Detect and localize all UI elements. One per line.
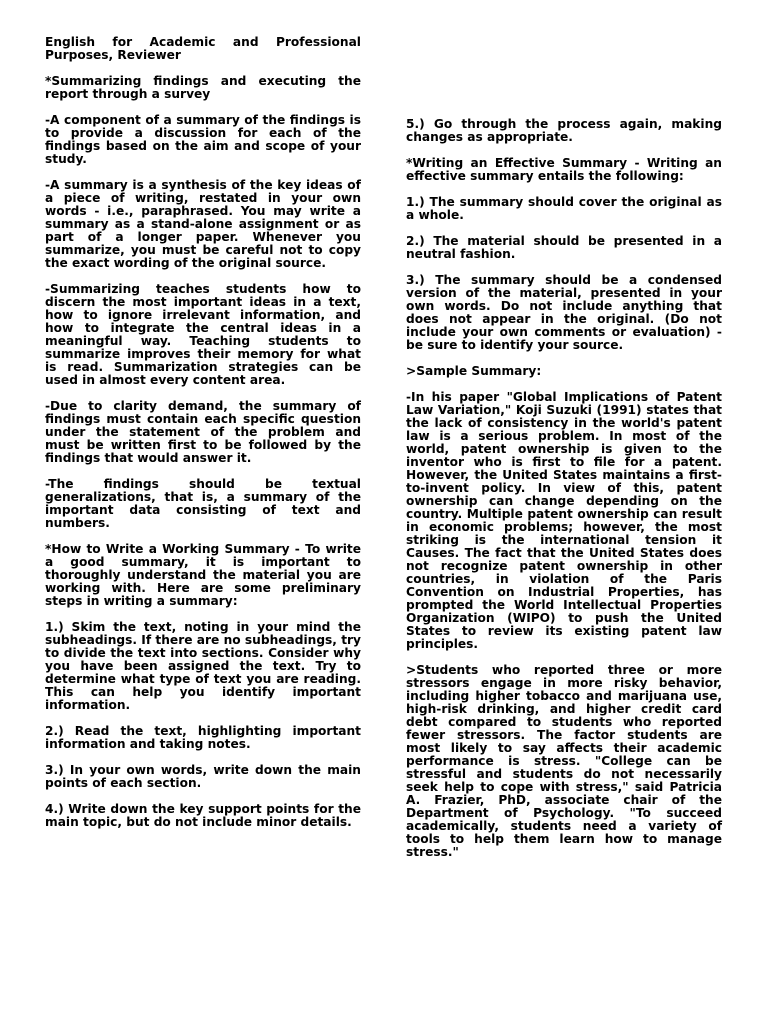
effective-rule-3: 3.) The summary should be a condensed version of the material, presented in your own words. Do not include anything that does not appear in the original. (Do not include your own comments or evaluation) - be sure to identify your source. — [406, 273, 722, 352]
step-1-skim: 1.) Skim the text, noting in your mind the subheadings. If there are no subheadings, try to divide the text into sections. Consider why you have been assigned the text. Try to determine what type of text you are reading. This can help you identify important information. — [45, 620, 361, 712]
document-title: English for Academic and Professional Purposes, Reviewer — [45, 35, 361, 62]
step-2-read: 2.) Read the text, highlighting important information and taking notes. — [45, 724, 361, 751]
left-column — [45, 36, 361, 842]
paragraph-clarity-demand: -Due to clarity demand, the summary of findings must contain each specific question under the statement of the problem and must be written first to be followed by the findings that would answer it. — [45, 399, 361, 465]
step-5-process-again: 5.) Go through the process again, making changes as appropriate. — [406, 117, 722, 144]
section-heading-summarizing-findings: *Summarizing findings and executing the report through a survey — [45, 74, 361, 101]
paragraph-summary-component: -A component of a summary of the findings is to provide a discussion for each of the findings based on the aim and scope of your study. — [45, 113, 361, 166]
sample-summary-patent: -In his paper "Global Implications of Patent Law Variation," Koji Suzuki (1991) states that the lack of consistency in the world's patent law is a serious problem. In most of the world, patent ownership is given to the inventor who is first to file for a patent. However, the United States maintains a first-to-invent policy. In view of this, patent ownership can change depending on the country. Multiple patent ownership can result in economic problems; however, the most striking is the international tension it Causes. The fact that the United States does not recognize patent ownership in other countries, in violation of the Paris Convention on Industrial Properties, has prompted the World Intellectual Properties Organization (WIPO) to push the United States to review its existing patent law principles. — [406, 390, 722, 651]
step-4-key-support-points: 4.) Write down the key support points for the main topic, but do not include minor details. — [45, 802, 361, 829]
effective-rule-1: 1.) The summary should cover the original as a whole. — [406, 195, 722, 222]
paragraph-textual-generalizations: -The findings should be textual generalizations, that is, a summary of the important data consisting of text and numbers. — [45, 477, 361, 530]
effective-rule-2: 2.) The material should be presented in a neutral fashion. — [406, 234, 722, 261]
paragraph-summary-definition: -A summary is a synthesis of the key ideas of a piece of writing, restated in your own words - i.e., paraphrased. You may write a summary as a stand-alone assignment or as part of a longer paper. Whenever you summarize, you must be careful not to copy the exact wording of the original source. — [45, 178, 361, 270]
step-3-write-main-points: 3.) In your own words, write down the main points of each section. — [45, 763, 361, 790]
right-column — [406, 118, 722, 872]
sample-summary-stress: >Students who reported three or more stressors engage in more risky behavior, including higher tobacco and marijuana use, high-risk drinking, and higher credit card debt compared to students who reported fewer stressors. The factor students are most likely to say affects their academic performance is stress. "College can be stressful and students do not necessarily seek help to cope with stress," said Patricia A. Frazier, PhD, associate chair of the Department of Psychology. "To succeed academically, students need a variety of tools to help them learn how to manage stress." — [406, 663, 722, 859]
section-heading-effective-summary: *Writing an Effective Summary - Writing an effective summary entails the following: — [406, 156, 722, 183]
section-heading-working-summary: *How to Write a Working Summary - To write a good summary, it is important to thoroughly understand the material you are working with. Here are some preliminary steps in writing a summary: — [45, 542, 361, 608]
sample-summary-heading: >Sample Summary: — [406, 364, 542, 378]
paragraph-summarizing-teaches: -Summarizing teaches students how to discern the most important ideas in a text, how to ignore irrelevant information, and how to integrate the central ideas in a meaningful way. Teaching students to summarize improves their memory for what is read. Summarization strategies can be used in almost every content area. — [45, 282, 361, 387]
